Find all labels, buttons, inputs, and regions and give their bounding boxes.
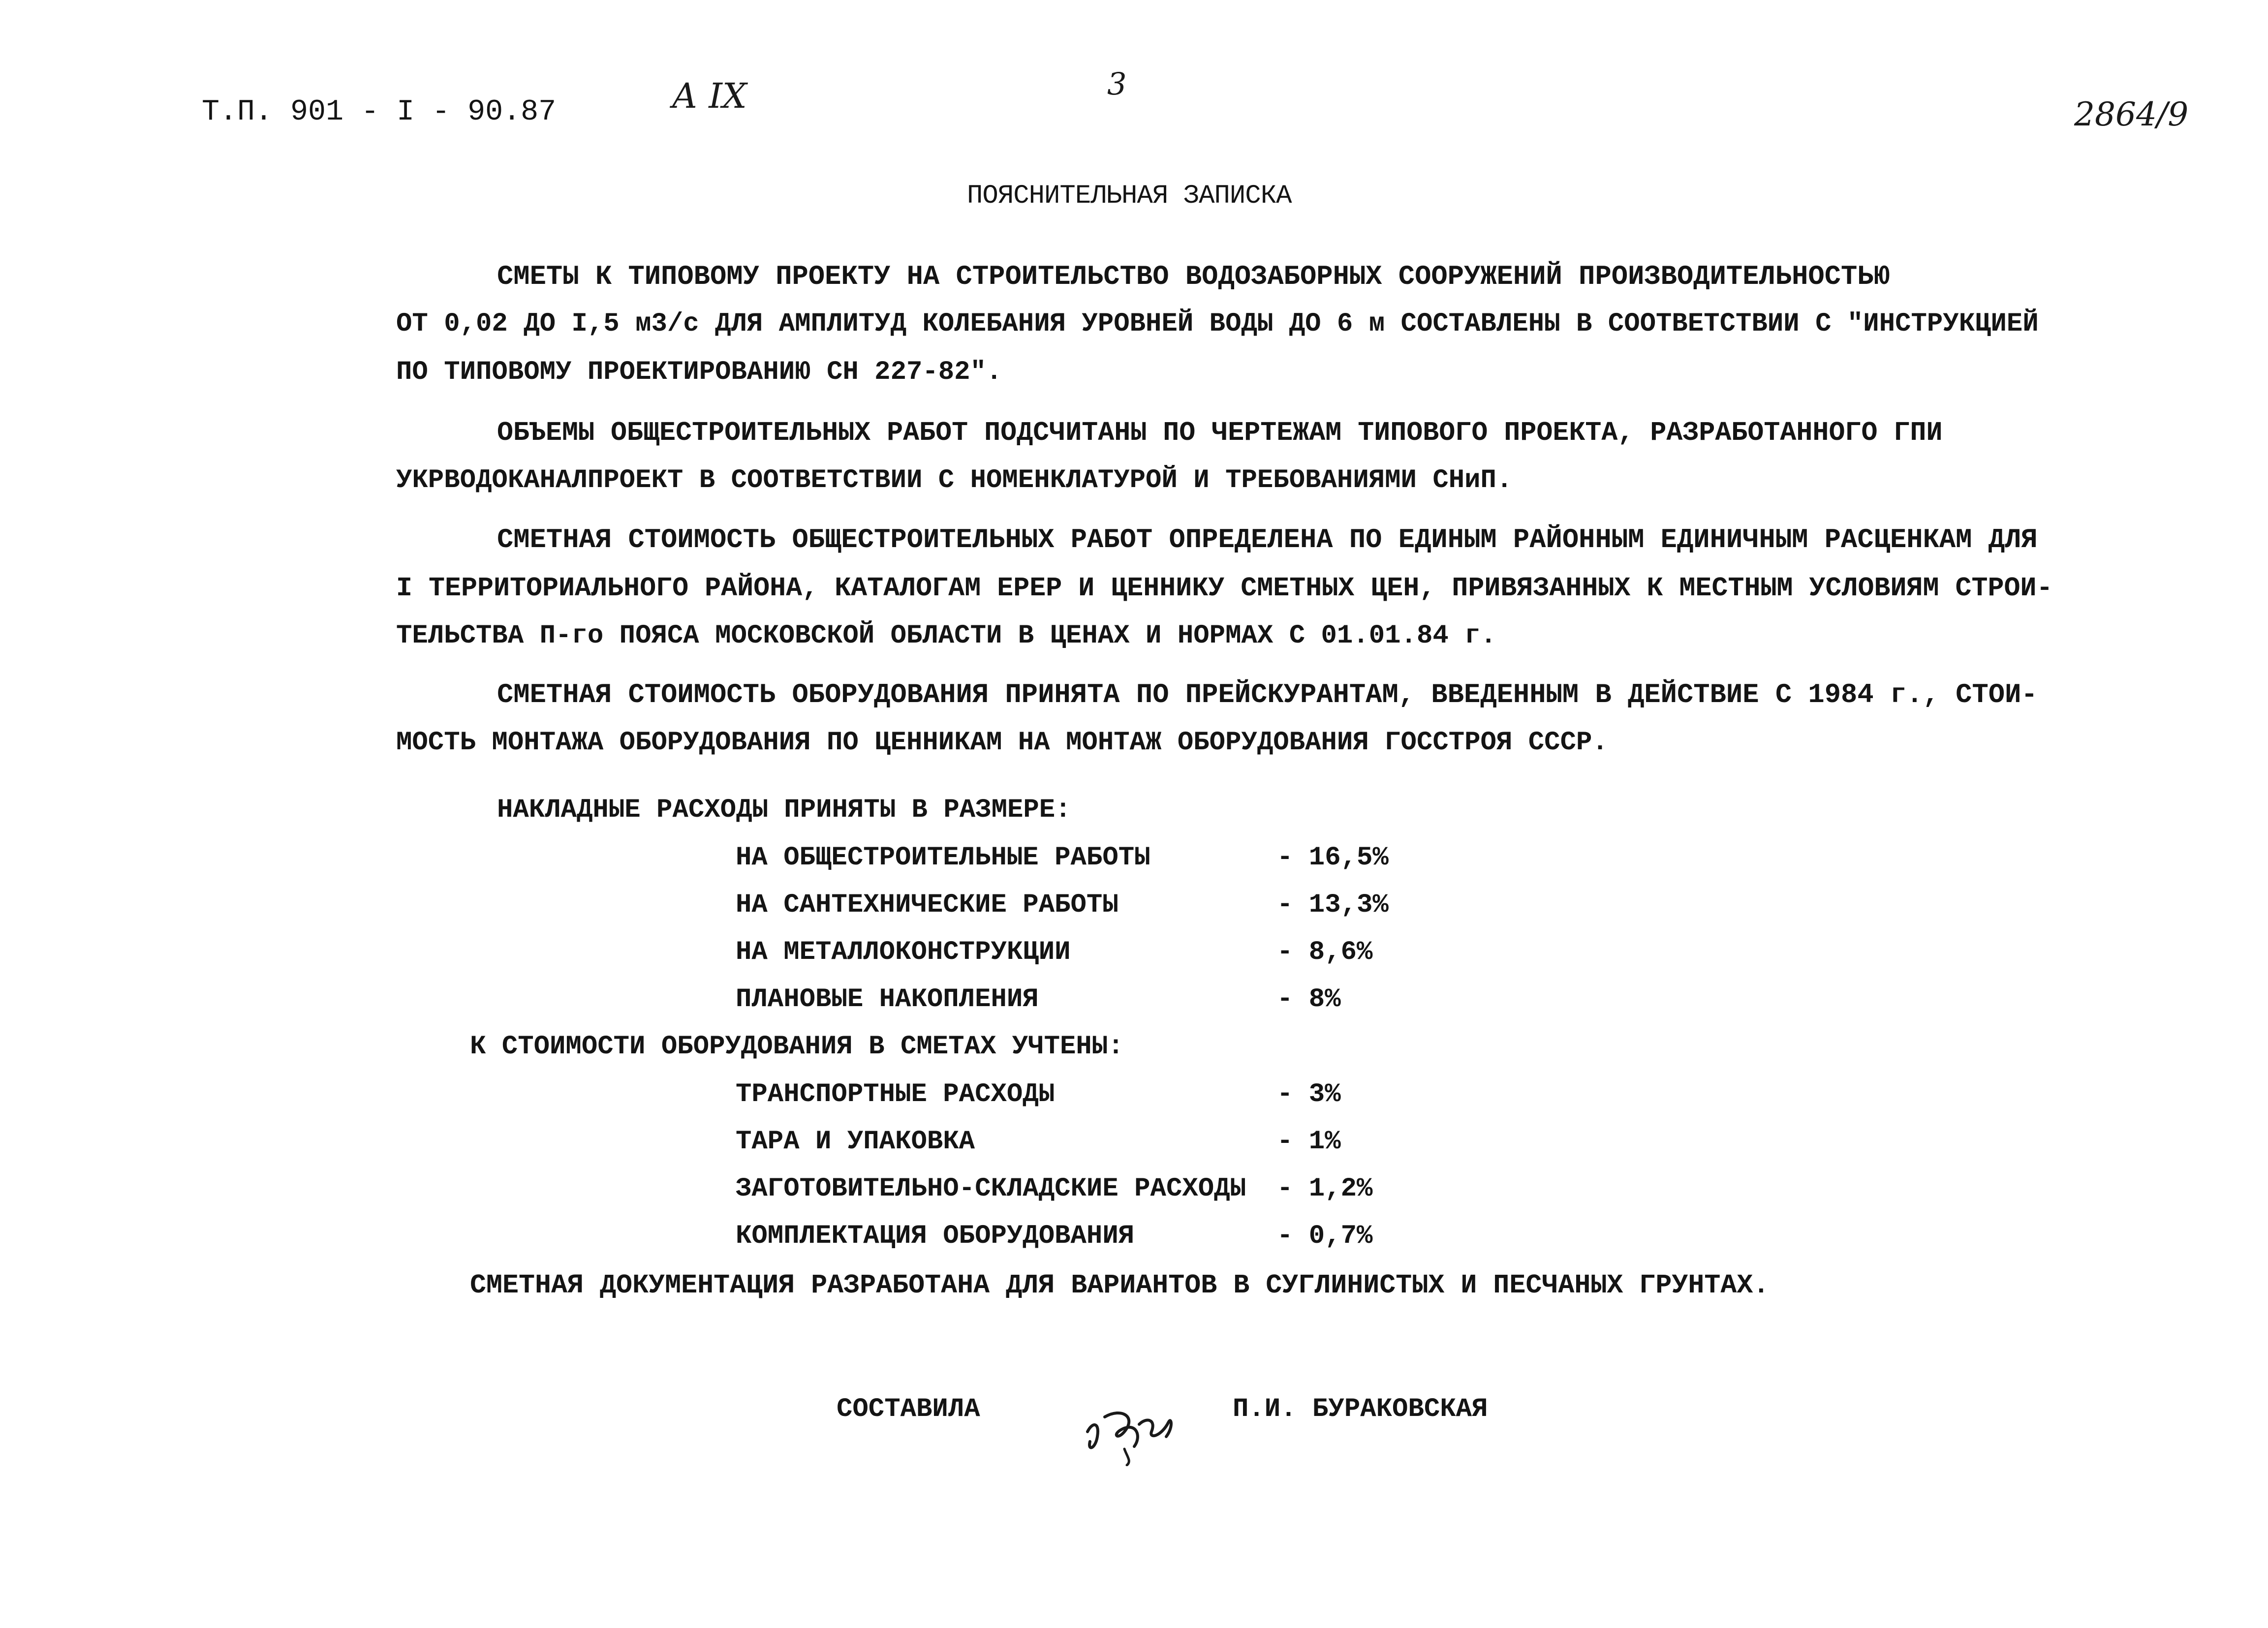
compiled-by-label: СОСТАВИЛА (837, 1394, 980, 1424)
paragraph-line: ОТ 0,02 ДО I,5 м3/с ДЛЯ АМПЛИТУД КОЛЕБАНИЯ УРОВНЕЙ ВОДЫ ДО 6 м СОСТАВЛЕНЫ В СООТВЕТСТВИИ С "ИНСТРУКЦИЕЙ (396, 309, 2039, 339)
page-number: 3 (1107, 66, 1127, 102)
paragraph-line: СМЕТНАЯ СТОИМОСТЬ ОБЩЕСТРОИТЕЛЬНЫХ РАБОТ ОПРЕДЕЛЕНА ПО ЕДИНЫМ РАЙОННЫМ ЕДИНИЧНЫМ РАСЦЕНКАМ ДЛЯ (497, 524, 2038, 555)
overhead-item-value: - 8% (1277, 984, 1341, 1014)
overhead-item-label: НА МЕТАЛЛОКОНСТРУКЦИИ (736, 937, 1071, 967)
overhead-item-value: - 8,6% (1277, 937, 1373, 967)
overhead-heading: НАКЛАДНЫЕ РАСХОДЫ ПРИНЯТЫ В РАЗМЕРЕ: (497, 795, 1071, 825)
overhead-item-label: НА САНТЕХНИЧЕСКИЕ РАБОТЫ (736, 890, 1118, 920)
overhead-item-label: НА ОБЩЕСТРОИТЕЛЬНЫЕ РАБОТЫ (736, 843, 1150, 873)
album-mark: А IX (672, 76, 747, 116)
paragraph-line: ОБЪЕМЫ ОБЩЕСТРОИТЕЛЬНЫХ РАБОТ ПОДСЧИТАНЫ ПО ЧЕРТЕЖАМ ТИПОВОГО ПРОЕКТА, РАЗРАБОТАННОГО ГПИ (497, 417, 1943, 448)
equipment-item-label: ЗАГОТОВИТЕЛЬНО-СКЛАДСКИЕ РАСХОДЫ (736, 1174, 1246, 1204)
paragraph-line: I ТЕРРИТОРИАЛЬНОГО РАЙОНА, КАТАЛОГАМ ЕРЕР И ЦЕННИКУ СМЕТНЫХ ЦЕН, ПРИВЯЗАННЫХ К МЕСТНЫМ УСЛОВИЯМ СТРОИ- (396, 573, 2053, 604)
equipment-heading: К СТОИМОСТИ ОБОРУДОВАНИЯ В СМЕТАХ УЧТЕНЫ: (470, 1032, 1124, 1062)
document-code: Т.П. 901 - I - 90.87 (202, 95, 557, 129)
equipment-item-value: - 1% (1277, 1127, 1341, 1157)
closing-statement: СМЕТНАЯ ДОКУМЕНТАЦИЯ РАЗРАБОТАНА ДЛЯ ВАРИАНТОВ В СУГЛИНИСТЫХ И ПЕСЧАНЫХ ГРУНТАХ. (470, 1270, 1770, 1301)
overhead-item-value: - 16,5% (1277, 843, 1389, 873)
overhead-item-value: - 13,3% (1277, 890, 1389, 920)
paragraph-line: ПО ТИПОВОМУ ПРОЕКТИРОВАНИЮ СН 227-82". (396, 357, 1002, 387)
page-title: ПОЯСНИТЕЛЬНАЯ ЗАПИСКА (967, 181, 1292, 211)
equipment-item-label: ТАРА И УПАКОВКА (736, 1127, 975, 1157)
equipment-item-label: КОМПЛЕКТАЦИЯ ОБОРУДОВАНИЯ (736, 1221, 1135, 1251)
equipment-item-value: - 1,2% (1277, 1174, 1373, 1204)
compiled-by-name: П.И. БУРАКОВСКАЯ (1233, 1394, 1488, 1424)
paragraph-line: СМЕТЫ К ТИПОВОМУ ПРОЕКТУ НА СТРОИТЕЛЬСТВО ВОДОЗАБОРНЫХ СООРУЖЕНИЙ ПРОИЗВОДИТЕЛЬНОСТЬЮ (497, 261, 1890, 292)
paragraph-line: ТЕЛЬСТВА П-го ПОЯСА МОСКОВСКОЙ ОБЛАСТИ В ЦЕНАХ И НОРМАХ С 01.01.84 г. (396, 621, 1496, 651)
equipment-item-value: - 0,7% (1277, 1221, 1373, 1251)
equipment-item-value: - 3% (1277, 1079, 1341, 1109)
paragraph-line: МОСТЬ МОНТАЖА ОБОРУДОВАНИЯ ПО ЦЕННИКАМ НА МОНТАЖ ОБОРУДОВАНИЯ ГОССТРОЯ СССР. (396, 728, 1608, 758)
equipment-item-label: ТРАНСПОРТНЫЕ РАСХОДЫ (736, 1079, 1055, 1109)
overhead-item-label: ПЛАНОВЫЕ НАКОПЛЕНИЯ (736, 984, 1039, 1014)
inventory-number: 2864/9 (2074, 95, 2189, 133)
paragraph-line: УКРВОДОКАНАЛПРОЕКТ В СООТВЕТСТВИИ С НОМЕНКЛАТУРОЙ И ТРЕБОВАНИЯМИ СНиП. (396, 465, 1513, 495)
handwritten-signature (1078, 1402, 1181, 1466)
paragraph-line: СМЕТНАЯ СТОИМОСТЬ ОБОРУДОВАНИЯ ПРИНЯТА ПО ПРЕЙСКУРАНТАМ, ВВЕДЕННЫМ В ДЕЙСТВИЕ С 1984 г., СТОИ- (497, 679, 2038, 710)
